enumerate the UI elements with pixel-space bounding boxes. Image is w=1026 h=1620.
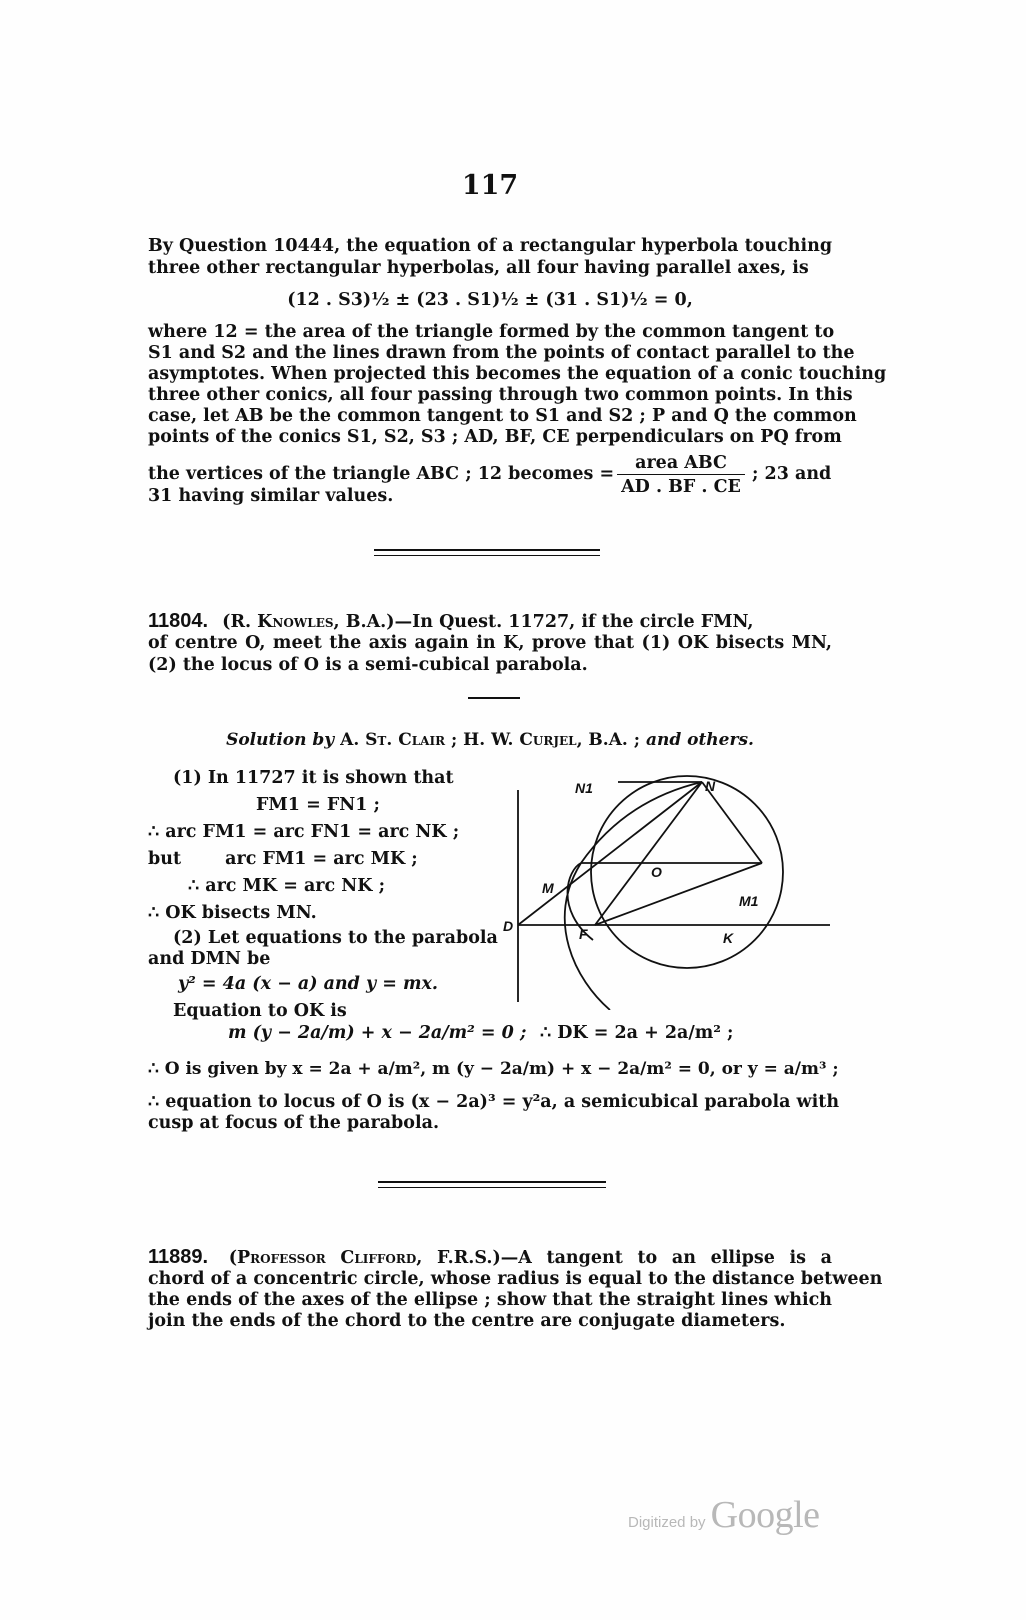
page-number: 117 [461, 170, 519, 201]
q11804-line-3: (2) the locus of O is a semi-cubical parabola. [148, 655, 588, 675]
solvers: A. St. Clair ; H. W. Curjel, B.A. ; [340, 730, 641, 750]
separator-rule [378, 1187, 606, 1188]
separator-rule [374, 549, 600, 551]
question-text: —In Quest. 11727, if the circle FMN, [394, 612, 754, 632]
line-fm1 [595, 863, 762, 925]
solution-line: and DMN be [148, 949, 271, 969]
label-f: F [579, 926, 588, 942]
solution-line: Equation to OK is [173, 1001, 347, 1021]
q11889-line-3: the ends of the axes of the ellipse ; show that the straight lines which [148, 1290, 832, 1310]
vertices-line-prefix: the vertices of the triangle ABC ; 12 becomes = [148, 464, 615, 484]
para2-line-1: where 12 = the area of the triangle formed by the common tangent to [148, 322, 835, 342]
label-n1: N1 [575, 780, 593, 796]
digitized-by-google-watermark [628, 1493, 820, 1537]
arc-equation: arc FM1 = arc MK ; [225, 849, 418, 869]
vertices-line-suffix: ; 23 and [752, 464, 832, 484]
locus-line: ∴ equation to locus of O is (x − 2a)³ = y²a, a semicubical parabola with [148, 1092, 840, 1112]
question-text: —A tangent to an ellipse is a [500, 1248, 833, 1268]
fraction-numerator: area ABC [617, 452, 745, 475]
label-n: N [705, 778, 716, 794]
watermark-prefix: Digitized by [628, 1514, 706, 1531]
o-given-line: ∴ O is given by x = 2a + a/m², m (y − 2a/m) + x − 2a/m² = 0, or y = a/m³ ; [148, 1059, 839, 1079]
separator-rule [374, 555, 600, 556]
solution-line [148, 846, 498, 873]
solution-line: y² = 4a (x − a) and y = mx. [178, 974, 439, 994]
solution-byline [148, 730, 832, 750]
solution-line: ∴ OK bisects MN. [148, 903, 317, 923]
solution-line: ∴ arc FM1 = arc FN1 = arc NK ; [148, 822, 460, 842]
q11889-line-4: join the ends of the chord to the centre are conjugate diameters. [148, 1311, 786, 1331]
solution-by-label: Solution by [226, 730, 335, 750]
para2-line-5: case, let AB be the common tangent to S1 and S2 ; P and Q the common [148, 406, 857, 426]
solution-line: (1) In 11727 it is shown that [173, 768, 454, 788]
label-o: O [651, 864, 662, 880]
but-label: but [148, 849, 182, 869]
solution-line: (2) Let equations to the parabola [173, 928, 498, 948]
fraction-denominator: AD . BF . CE [621, 477, 741, 497]
hyperbola-equation [148, 290, 832, 311]
question-author: (R. Knowles, B.A.) [222, 612, 395, 632]
google-logo: Google [710, 1494, 820, 1536]
question-author: (Professor Clifford, F.R.S.) [228, 1248, 501, 1268]
intro-line-2: three other rectangular hyperbolas, all four having parallel axes, is [148, 258, 809, 278]
q11804-line-1 [148, 611, 832, 633]
circle-fmn [591, 776, 783, 968]
q11889-line-2: chord of a concentric circle, whose radius is equal to the distance between [148, 1269, 883, 1289]
and-others: and others. [645, 730, 754, 750]
cusp-line: cusp at focus of the parabola. [148, 1113, 440, 1133]
para2-line-3: asymptotes. When projected this becomes the equation of a conic touching [148, 364, 887, 384]
label-k: K [723, 930, 734, 946]
para2-line-4: three other conics, all four passing through two common points. In this [148, 385, 853, 405]
label-m1: M1 [739, 893, 759, 909]
q11804-line-2: of centre O, meet the axis again in K, prove that (1) OK bisects MN, [148, 633, 832, 653]
dk-equation: ∴ DK = 2a + 2a/m² ; [540, 1023, 734, 1043]
line-nm1 [702, 782, 762, 863]
para2-line-2: S1 and S2 and the lines drawn from the points of contact parallel to the [148, 343, 855, 363]
intro-last-line: 31 having similar values. [148, 486, 394, 506]
question-number: 11804. [148, 610, 209, 632]
short-rule [468, 697, 520, 699]
arc-mn [581, 782, 702, 863]
q11889-line-1 [148, 1247, 832, 1269]
question-number: 11889. [148, 1246, 209, 1268]
para2-line-6: points of the conics S1, S2, S3 ; AD, BF, CE perpendiculars on PQ from [148, 427, 842, 447]
solution-line: ∴ arc MK = arc NK ; [188, 876, 386, 896]
separator-rule [378, 1181, 606, 1183]
label-m: M [542, 880, 554, 896]
intro-line-1: By Question 10444, the equation of a rectangular hyperbola touching [148, 236, 833, 256]
label-d: D [503, 918, 514, 934]
solution-line: FM1 = FN1 ; [256, 795, 380, 815]
ok-equation: m (y − 2a/m) + x − 2a/m² = 0 ; [228, 1023, 527, 1043]
solution-part-1 [148, 765, 498, 1023]
equation-text: (12 . S3)½ ± (23 . S1)½ ± (31 . S1)½ = 0, [287, 290, 693, 310]
